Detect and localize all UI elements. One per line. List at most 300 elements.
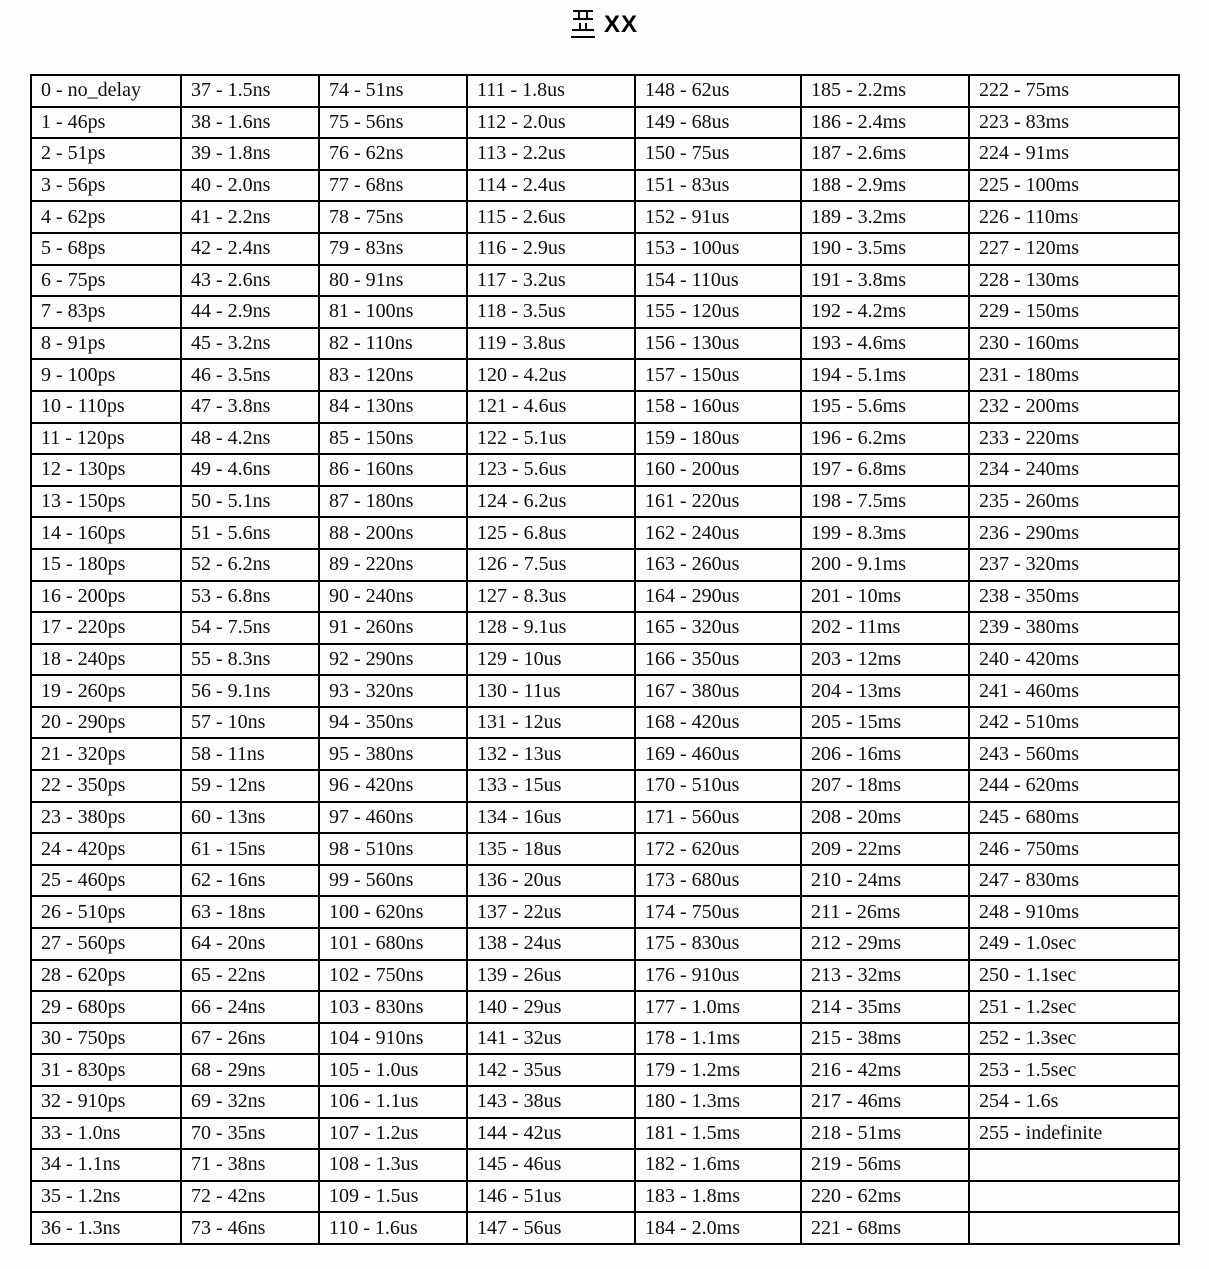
table-cell: 3 - 56ps (31, 170, 181, 202)
table-row (31, 960, 1179, 992)
table-cell: 33 - 1.0ns (31, 1118, 181, 1150)
table-cell: 138 - 24us (467, 928, 635, 960)
table-cell: 153 - 100us (635, 233, 801, 265)
table-cell: 239 - 380ms (969, 612, 1179, 644)
table-row (31, 328, 1179, 360)
table-cell: 179 - 1.2ms (635, 1054, 801, 1086)
table-cell: 198 - 7.5ms (801, 486, 969, 518)
table-cell: 234 - 240ms (969, 454, 1179, 486)
table-cell: 185 - 2.2ms (801, 75, 969, 107)
table-cell: 47 - 3.8ns (181, 391, 319, 423)
table-cell: 25 - 460ps (31, 865, 181, 897)
table-cell: 78 - 75ns (319, 201, 467, 233)
table-cell: 137 - 22us (467, 896, 635, 928)
table-cell: 22 - 350ps (31, 770, 181, 802)
table-cell: 168 - 420us (635, 707, 801, 739)
table-cell: 101 - 680ns (319, 928, 467, 960)
table-row (31, 201, 1179, 233)
table-row (31, 675, 1179, 707)
table-cell: 98 - 510ns (319, 833, 467, 865)
table-cell: 104 - 910ns (319, 1023, 467, 1055)
table-cell: 192 - 4.2ms (801, 296, 969, 328)
table-cell: 5 - 68ps (31, 233, 181, 265)
table-cell: 17 - 220ps (31, 612, 181, 644)
table-cell: 38 - 1.6ns (181, 107, 319, 139)
table-cell: 76 - 62ns (319, 138, 467, 170)
table-row (31, 423, 1179, 455)
table-cell: 15 - 180ps (31, 549, 181, 581)
table-row (31, 549, 1179, 581)
table-cell: 142 - 35us (467, 1054, 635, 1086)
table-cell: 156 - 130us (635, 328, 801, 360)
table-cell: 229 - 150ms (969, 296, 1179, 328)
table-cell: 207 - 18ms (801, 770, 969, 802)
table-row (31, 454, 1179, 486)
table-cell: 11 - 120ps (31, 423, 181, 455)
table-cell: 160 - 200us (635, 454, 801, 486)
table-cell: 222 - 75ms (969, 75, 1179, 107)
table-cell: 171 - 560us (635, 802, 801, 834)
table-cell: 40 - 2.0ns (181, 170, 319, 202)
table-cell: 165 - 320us (635, 612, 801, 644)
table-cell: 243 - 560ms (969, 738, 1179, 770)
table-row (31, 1149, 1179, 1181)
table-row (31, 1023, 1179, 1055)
table-cell: 87 - 180ns (319, 486, 467, 518)
table-cell: 225 - 100ms (969, 170, 1179, 202)
table-cell: 186 - 2.4ms (801, 107, 969, 139)
table-row (31, 1212, 1179, 1244)
table-cell: 36 - 1.3ns (31, 1212, 181, 1244)
table-cell: 13 - 150ps (31, 486, 181, 518)
table-cell: 113 - 2.2us (467, 138, 635, 170)
table-cell: 45 - 3.2ns (181, 328, 319, 360)
table-cell: 39 - 1.8ns (181, 138, 319, 170)
delay-table-body (31, 75, 1179, 1244)
table-cell: 157 - 150us (635, 359, 801, 391)
table-cell: 79 - 83ns (319, 233, 467, 265)
table-cell: 124 - 6.2us (467, 486, 635, 518)
table-cell: 248 - 910ms (969, 896, 1179, 928)
table-cell: 240 - 420ms (969, 644, 1179, 676)
table-cell: 205 - 15ms (801, 707, 969, 739)
table-cell: 55 - 8.3ns (181, 644, 319, 676)
table-cell: 20 - 290ps (31, 707, 181, 739)
table-cell: 129 - 10us (467, 644, 635, 676)
table-cell: 120 - 4.2us (467, 359, 635, 391)
table-cell: 119 - 3.8us (467, 328, 635, 360)
table-cell: 8 - 91ps (31, 328, 181, 360)
table-cell (969, 1212, 1179, 1244)
table-cell: 180 - 1.3ms (635, 1086, 801, 1118)
table-cell: 247 - 830ms (969, 865, 1179, 897)
table-row (31, 107, 1179, 139)
table-cell: 176 - 910us (635, 960, 801, 992)
table-row (31, 1054, 1179, 1086)
table-row (31, 833, 1179, 865)
table-cell: 214 - 35ms (801, 991, 969, 1023)
table-cell: 196 - 6.2ms (801, 423, 969, 455)
table-cell: 75 - 56ns (319, 107, 467, 139)
table-cell: 24 - 420ps (31, 833, 181, 865)
table-cell: 50 - 5.1ns (181, 486, 319, 518)
table-cell: 31 - 830ps (31, 1054, 181, 1086)
table-cell: 213 - 32ms (801, 960, 969, 992)
table-cell: 202 - 11ms (801, 612, 969, 644)
table-cell: 175 - 830us (635, 928, 801, 960)
table-cell: 236 - 290ms (969, 517, 1179, 549)
table-cell: 251 - 1.2sec (969, 991, 1179, 1023)
table-cell: 150 - 75us (635, 138, 801, 170)
table-cell: 71 - 38ns (181, 1149, 319, 1181)
table-row (31, 896, 1179, 928)
table-cell: 123 - 5.6us (467, 454, 635, 486)
table-cell: 237 - 320ms (969, 549, 1179, 581)
table-cell: 97 - 460ns (319, 802, 467, 834)
table-cell: 187 - 2.6ms (801, 138, 969, 170)
table-cell: 148 - 62us (635, 75, 801, 107)
table-cell: 219 - 56ms (801, 1149, 969, 1181)
table-cell: 106 - 1.1us (319, 1086, 467, 1118)
table-cell: 144 - 42us (467, 1118, 635, 1150)
table-cell: 92 - 290ns (319, 644, 467, 676)
table-row (31, 738, 1179, 770)
table-cell: 193 - 4.6ms (801, 328, 969, 360)
table-cell: 253 - 1.5sec (969, 1054, 1179, 1086)
table-cell: 163 - 260us (635, 549, 801, 581)
table-cell: 250 - 1.1sec (969, 960, 1179, 992)
table-cell: 49 - 4.6ns (181, 454, 319, 486)
table-cell: 201 - 10ms (801, 581, 969, 613)
table-cell: 1 - 46ps (31, 107, 181, 139)
table-cell: 29 - 680ps (31, 991, 181, 1023)
table-row (31, 865, 1179, 897)
table-cell: 121 - 4.6us (467, 391, 635, 423)
table-cell: 184 - 2.0ms (635, 1212, 801, 1244)
table-cell: 227 - 120ms (969, 233, 1179, 265)
table-cell: 217 - 46ms (801, 1086, 969, 1118)
table-cell: 226 - 110ms (969, 201, 1179, 233)
table-cell: 53 - 6.8ns (181, 581, 319, 613)
table-cell: 30 - 750ps (31, 1023, 181, 1055)
table-cell: 67 - 26ns (181, 1023, 319, 1055)
table-cell: 117 - 3.2us (467, 265, 635, 297)
table-cell: 12 - 130ps (31, 454, 181, 486)
table-cell: 166 - 350us (635, 644, 801, 676)
table-cell: 114 - 2.4us (467, 170, 635, 202)
table-cell: 140 - 29us (467, 991, 635, 1023)
table-cell: 69 - 32ns (181, 1086, 319, 1118)
table-cell: 167 - 380us (635, 675, 801, 707)
table-cell: 149 - 68us (635, 107, 801, 139)
table-cell: 172 - 620us (635, 833, 801, 865)
table-cell: 143 - 38us (467, 1086, 635, 1118)
table-cell: 108 - 1.3us (319, 1149, 467, 1181)
table-cell: 100 - 620ns (319, 896, 467, 928)
table-cell: 161 - 220us (635, 486, 801, 518)
table-cell: 208 - 20ms (801, 802, 969, 834)
table-cell: 86 - 160ns (319, 454, 467, 486)
table-cell: 81 - 100ns (319, 296, 467, 328)
table-cell: 231 - 180ms (969, 359, 1179, 391)
table-row (31, 928, 1179, 960)
table-cell: 209 - 22ms (801, 833, 969, 865)
table-cell: 111 - 1.8us (467, 75, 635, 107)
table-cell: 132 - 13us (467, 738, 635, 770)
table-cell: 162 - 240us (635, 517, 801, 549)
table-row (31, 265, 1179, 297)
table-cell: 131 - 12us (467, 707, 635, 739)
table-cell: 83 - 120ns (319, 359, 467, 391)
table-cell: 141 - 32us (467, 1023, 635, 1055)
table-cell: 70 - 35ns (181, 1118, 319, 1150)
table-cell: 218 - 51ms (801, 1118, 969, 1150)
table-cell: 190 - 3.5ms (801, 233, 969, 265)
table-row (31, 612, 1179, 644)
table-row (31, 170, 1179, 202)
table-cell: 19 - 260ps (31, 675, 181, 707)
table-cell: 37 - 1.5ns (181, 75, 319, 107)
table-cell: 61 - 15ns (181, 833, 319, 865)
table-cell: 105 - 1.0us (319, 1054, 467, 1086)
table-cell: 16 - 200ps (31, 581, 181, 613)
table-cell: 136 - 20us (467, 865, 635, 897)
table-cell: 233 - 220ms (969, 423, 1179, 455)
table-cell: 64 - 20ns (181, 928, 319, 960)
table-cell: 126 - 7.5us (467, 549, 635, 581)
table-cell: 41 - 2.2ns (181, 201, 319, 233)
table-cell: 139 - 26us (467, 960, 635, 992)
table-cell: 21 - 320ps (31, 738, 181, 770)
table-cell: 88 - 200ns (319, 517, 467, 549)
table-cell: 46 - 3.5ns (181, 359, 319, 391)
table-cell: 228 - 130ms (969, 265, 1179, 297)
table-cell: 246 - 750ms (969, 833, 1179, 865)
table-cell: 203 - 12ms (801, 644, 969, 676)
table-cell: 65 - 22ns (181, 960, 319, 992)
table-cell: 127 - 8.3us (467, 581, 635, 613)
table-cell: 68 - 29ns (181, 1054, 319, 1086)
table-cell: 189 - 3.2ms (801, 201, 969, 233)
table-cell: 57 - 10ns (181, 707, 319, 739)
table-cell: 48 - 4.2ns (181, 423, 319, 455)
table-row (31, 991, 1179, 1023)
table-caption-korean (571, 8, 595, 38)
table-cell: 164 - 290us (635, 581, 801, 613)
table-row (31, 1086, 1179, 1118)
table-cell: 7 - 83ps (31, 296, 181, 328)
table-cell: 255 - indefinite (969, 1118, 1179, 1150)
table-cell: 210 - 24ms (801, 865, 969, 897)
table-cell: 151 - 83us (635, 170, 801, 202)
table-cell: 182 - 1.6ms (635, 1149, 801, 1181)
table-row (31, 138, 1179, 170)
table-cell: 195 - 5.6ms (801, 391, 969, 423)
table-cell: 62 - 16ns (181, 865, 319, 897)
table-cell: 154 - 110us (635, 265, 801, 297)
table-cell: 232 - 200ms (969, 391, 1179, 423)
table-row (31, 517, 1179, 549)
table-row (31, 644, 1179, 676)
table-cell: 109 - 1.5us (319, 1181, 467, 1213)
table-cell: 244 - 620ms (969, 770, 1179, 802)
table-cell: 216 - 42ms (801, 1054, 969, 1086)
table-cell: 80 - 91ns (319, 265, 467, 297)
table-cell: 221 - 68ms (801, 1212, 969, 1244)
table-cell: 54 - 7.5ns (181, 612, 319, 644)
table-cell: 26 - 510ps (31, 896, 181, 928)
table-cell: 93 - 320ns (319, 675, 467, 707)
table-cell: 194 - 5.1ms (801, 359, 969, 391)
table-cell: 84 - 130ns (319, 391, 467, 423)
table-cell: 23 - 380ps (31, 802, 181, 834)
table-row (31, 391, 1179, 423)
table-cell: 99 - 560ns (319, 865, 467, 897)
table-cell: 199 - 8.3ms (801, 517, 969, 549)
table-cell: 89 - 220ns (319, 549, 467, 581)
table-cell: 125 - 6.8us (467, 517, 635, 549)
table-cell: 135 - 18us (467, 833, 635, 865)
table-cell: 82 - 110ns (319, 328, 467, 360)
table-row (31, 75, 1179, 107)
table-cell: 133 - 15us (467, 770, 635, 802)
table-cell: 74 - 51ns (319, 75, 467, 107)
table-cell: 200 - 9.1ms (801, 549, 969, 581)
delay-lookup-table (30, 74, 1180, 1245)
table-cell: 242 - 510ms (969, 707, 1179, 739)
table-row (31, 1181, 1179, 1213)
table-cell: 4 - 62ps (31, 201, 181, 233)
table-row (31, 581, 1179, 613)
table-cell: 27 - 560ps (31, 928, 181, 960)
table-cell (969, 1181, 1179, 1213)
table-cell: 146 - 51us (467, 1181, 635, 1213)
table-cell: 159 - 180us (635, 423, 801, 455)
table-caption-number: XX (603, 11, 638, 38)
table-cell: 10 - 110ps (31, 391, 181, 423)
table-cell: 42 - 2.4ns (181, 233, 319, 265)
table-cell: 212 - 29ms (801, 928, 969, 960)
table-cell: 94 - 350ns (319, 707, 467, 739)
table-cell: 173 - 680us (635, 865, 801, 897)
table-cell: 110 - 1.6us (319, 1212, 467, 1244)
table-cell: 197 - 6.8ms (801, 454, 969, 486)
table-cell: 66 - 24ns (181, 991, 319, 1023)
table-row (31, 296, 1179, 328)
table-cell: 58 - 11ns (181, 738, 319, 770)
table-cell: 174 - 750us (635, 896, 801, 928)
table-cell: 181 - 1.5ms (635, 1118, 801, 1150)
table-title (0, 8, 1209, 43)
table-cell: 52 - 6.2ns (181, 549, 319, 581)
table-row (31, 486, 1179, 518)
table-cell: 223 - 83ms (969, 107, 1179, 139)
table-cell: 91 - 260ns (319, 612, 467, 644)
table-cell: 152 - 91us (635, 201, 801, 233)
table-cell: 158 - 160us (635, 391, 801, 423)
table-cell: 147 - 56us (467, 1212, 635, 1244)
table-cell: 85 - 150ns (319, 423, 467, 455)
table-cell: 34 - 1.1ns (31, 1149, 181, 1181)
table-cell: 245 - 680ms (969, 802, 1179, 834)
table-cell: 6 - 75ps (31, 265, 181, 297)
table-cell: 0 - no_delay (31, 75, 181, 107)
table-cell: 63 - 18ns (181, 896, 319, 928)
table-cell: 130 - 11us (467, 675, 635, 707)
table-cell: 56 - 9.1ns (181, 675, 319, 707)
table-cell: 77 - 68ns (319, 170, 467, 202)
table-cell: 128 - 9.1us (467, 612, 635, 644)
table-cell: 107 - 1.2us (319, 1118, 467, 1150)
table-cell: 122 - 5.1us (467, 423, 635, 455)
table-cell: 169 - 460us (635, 738, 801, 770)
table-cell: 115 - 2.6us (467, 201, 635, 233)
table-cell: 118 - 3.5us (467, 296, 635, 328)
table-cell: 44 - 2.9ns (181, 296, 319, 328)
table-cell: 183 - 1.8ms (635, 1181, 801, 1213)
table-cell: 215 - 38ms (801, 1023, 969, 1055)
table-cell: 18 - 240ps (31, 644, 181, 676)
table-cell: 35 - 1.2ns (31, 1181, 181, 1213)
table-cell: 95 - 380ns (319, 738, 467, 770)
table-cell: 73 - 46ns (181, 1212, 319, 1244)
table-cell: 220 - 62ms (801, 1181, 969, 1213)
table-cell: 134 - 16us (467, 802, 635, 834)
table-cell: 28 - 620ps (31, 960, 181, 992)
table-cell: 155 - 120us (635, 296, 801, 328)
table-cell (969, 1149, 1179, 1181)
table-cell: 51 - 5.6ns (181, 517, 319, 549)
table-cell: 191 - 3.8ms (801, 265, 969, 297)
table-cell: 238 - 350ms (969, 581, 1179, 613)
table-cell: 2 - 51ps (31, 138, 181, 170)
table-cell: 188 - 2.9ms (801, 170, 969, 202)
table-cell: 43 - 2.6ns (181, 265, 319, 297)
table-cell: 206 - 16ms (801, 738, 969, 770)
table-title-inner (571, 8, 638, 38)
table-cell: 211 - 26ms (801, 896, 969, 928)
table-row (31, 359, 1179, 391)
table-cell: 96 - 420ns (319, 770, 467, 802)
table-cell: 32 - 910ps (31, 1086, 181, 1118)
table-cell: 235 - 260ms (969, 486, 1179, 518)
table-cell: 145 - 46us (467, 1149, 635, 1181)
table-cell: 230 - 160ms (969, 328, 1179, 360)
table-cell: 204 - 13ms (801, 675, 969, 707)
table-cell: 72 - 42ns (181, 1181, 319, 1213)
korean-pyo-glyph-icon (571, 8, 595, 34)
table-cell: 224 - 91ms (969, 138, 1179, 170)
table-cell: 103 - 830ns (319, 991, 467, 1023)
table-cell: 177 - 1.0ms (635, 991, 801, 1023)
table-cell: 241 - 460ms (969, 675, 1179, 707)
table-cell: 59 - 12ns (181, 770, 319, 802)
table-cell: 102 - 750ns (319, 960, 467, 992)
table-cell: 112 - 2.0us (467, 107, 635, 139)
table-row (31, 1118, 1179, 1150)
table-row (31, 802, 1179, 834)
table-cell: 90 - 240ns (319, 581, 467, 613)
table-cell: 249 - 1.0sec (969, 928, 1179, 960)
table-cell: 9 - 100ps (31, 359, 181, 391)
table-cell: 170 - 510us (635, 770, 801, 802)
table-cell: 60 - 13ns (181, 802, 319, 834)
table-row (31, 233, 1179, 265)
table-cell: 254 - 1.6s (969, 1086, 1179, 1118)
table-row (31, 770, 1179, 802)
table-cell: 178 - 1.1ms (635, 1023, 801, 1055)
table-cell: 252 - 1.3sec (969, 1023, 1179, 1055)
